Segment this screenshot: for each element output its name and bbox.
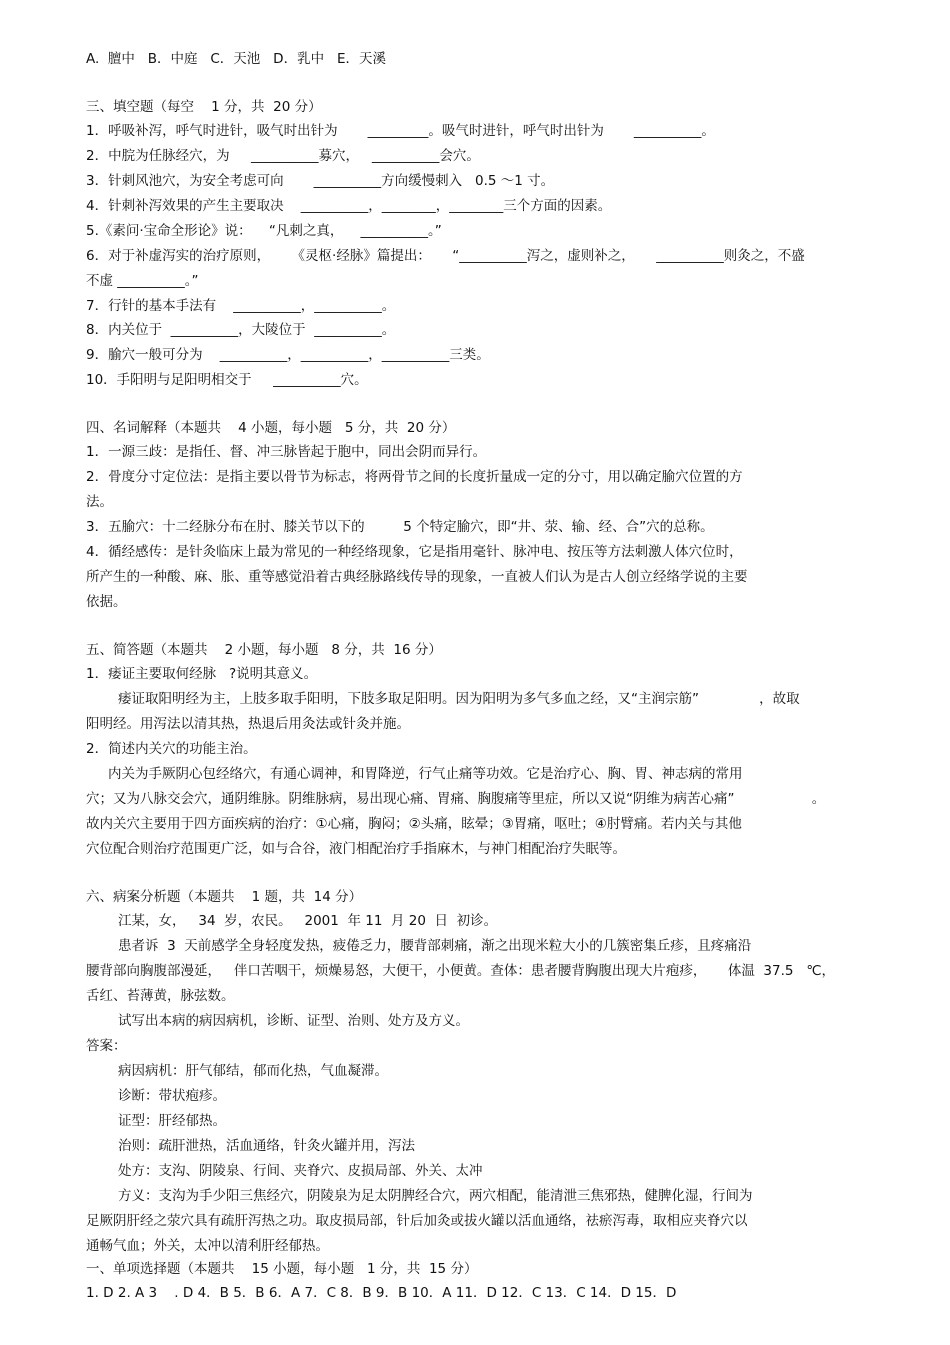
case-line: 舌红、苔薄黄，脉弦数。 [86,988,235,1004]
answer-line: 穴位配合则治疗范围更广泛，如与合谷，液门相配治疗手指麻木，与神门相配治疗失眠等。 [86,841,626,857]
case-line: 患者诉 3 天前感学全身轻度发热，疲倦乏力，腰背部刺痛，渐之出现米粒大小的几簇密集丘疹，且疼痛沿 [118,938,752,954]
question-line: 不虚 __________。” [86,273,199,289]
choice-options: A. 膻中 B．中庭 C．天池 D．乳中 E．天溪 [86,51,386,67]
question-line: 3．针刺风池穴，为安全考虑可向 __________方向缓慢刺入 0.5 ～1 寸。 [86,173,555,189]
section-title-terms: 四、名词解释（本题共 4 小题，每小题 5 分，共 20 分） [86,420,456,436]
question-line: 4．针刺补泻效果的产生主要取决 __________，________，________三个方面的因素。 [86,198,612,214]
question-line: 1．呼吸补泻，呼气时进针，吸气时出针为 _________。吸气时进针，呼气时出针为 __________。 [86,123,715,139]
question-line: 5.《素问·宝命全形论》说： “凡刺之真， __________。” [86,223,442,239]
answer-line: 穴；又为八脉交会穴，通阴维脉。阴维脉病，易出现心痛、胃痛、胸腹痛等里症，所以又说“阴维为病苦心痛” 。 [86,791,826,807]
case-line: 江某，女， 34 岁，农民。 2001 年 11 月 20 日 初诊。 [118,913,498,929]
question-line: 9．腧穴一般可分为 __________，__________，__________三类。 [86,347,490,363]
answer-line: 处方：支沟、阴陵泉、行间、夹脊穴、皮损局部、外关、太冲 [118,1163,483,1179]
question-line: 7．行针的基本手法有 __________，__________。 [86,298,396,314]
question-line: 6．对于补虚泻实的治疗原则， 《灵枢·经脉》篇提出： “__________泻之，虚则补之， __________则灸之，不盛 [86,248,805,264]
question-line: 10．手阳明与足阳明相交于 __________穴。 [86,372,368,388]
section-title-single-choice: 一、单项选择题（本题共 15 小题，每小题 1 分，共 15 分） [86,1261,478,1277]
answer-line: 依据。 [86,594,127,610]
case-line: 试写出本病的病因病机，诊断、证型、治则、处方及方义。 [118,1013,469,1029]
answer-line: 诊断：带状疱疹。 [118,1088,226,1104]
answer-line: 足厥阴肝经之荥穴具有疏肝泻热之功。取皮损局部，针后加灸或拔火罐以活血通络，祛瘀泻毒，取相应夹脊穴以 [86,1213,748,1229]
question-line: 2．中脘为任脉经穴，为 __________募穴， __________会穴。 [86,148,480,164]
answer-line: 内关为手厥阴心包经络穴，有通心调神，和胃降逆，行气止痛等功效。它是治疗心、胸、胃、神志病的常用 [108,766,743,782]
case-line: 腰背部向胸腹部漫延， 伴口苦咽干，烦燥易怒，大便干，小便黄。查体：患者腰背胸腹出现大片疱疹， 体温 37.5 ℃， [86,963,836,979]
section-title-fill-blank: 三、填空题（每空 1 分，共 20 分） [86,99,322,115]
section-title-case-analysis: 六、病案分析题（本题共 1 题，共 14 分） [86,889,363,905]
answer-line: 治则：疏肝泄热，活血通络，针灸火罐并用，泻法 [118,1138,415,1154]
answer-line: 证型：肝经郁热。 [118,1113,226,1129]
section-title-short-answer: 五、简答题（本题共 2 小题，每小题 8 分，共 16 分） [86,642,442,658]
answer-line: 方义：支沟为手少阳三焦经穴，阴陵泉为足太阴脾经合穴，两穴相配，能清泄三焦邪热，健脾化湿，行间为 [118,1188,753,1204]
answer-line: 病因病机：肝气郁结，郁而化热，气血凝滞。 [118,1063,388,1079]
answer-line: 故内关穴主要用于四方面疾病的治疗：①心痛，胸闷；②头痛，眩晕；③胃痛，呕吐；④肘臂痛。若内关与其他 [86,816,742,832]
answer-line: 1．一源三歧：是指任、督、冲三脉皆起于胞中，同出会阴而异行。 [86,444,487,460]
question-line: 2．简述内关穴的功能主治。 [86,741,257,757]
question-line: 8．内关位于 __________，大陵位于 __________。 [86,322,396,338]
answer-line: 痿证取阳明经为主，上肢多取手阳明，下肢多取足阳明。因为阳明为多气多血之经，又“主润宗筋” ，故取 [118,691,800,707]
answer-line: 法。 [86,494,113,510]
answer-key: 1. D 2. A 3 . D 4．B 5．B 6．A 7．C 8．B 9．B 10．A 11．D 12．C 13．C 14．D 15．D [86,1285,677,1301]
answer-line: 3．五腧穴：十二经脉分布在肘、膝关节以下的 5 个特定腧穴，即“井、荥、输、经、合”穴的总称。 [86,519,714,535]
answer-line: 4．循经感传：是针灸临床上最为常见的一种经络现象，它是指用毫针、脉冲电、按压等方法刺激人体穴位时， [86,544,743,560]
answer-line: 所产生的一种酸、麻、胀、重等感觉沿着古典经脉路线传导的现象，一直被人们认为是古人创立经络学说的主要 [86,569,748,585]
answer-line: 2．骨度分寸定位法：是指主要以骨节为标志，将两骨节之间的长度折量成一定的分寸，用以确定腧穴位置的方 [86,469,743,485]
answer-heading: 答案： [86,1038,127,1054]
answer-line: 阳明经。用泻法以清其热，热退后用灸法或针灸并施。 [86,716,410,732]
question-line: 1．痿证主要取何经脉 ?说明其意义。 [86,666,318,682]
answer-line: 通畅气血；外关，太冲以清利肝经郁热。 [86,1238,329,1254]
